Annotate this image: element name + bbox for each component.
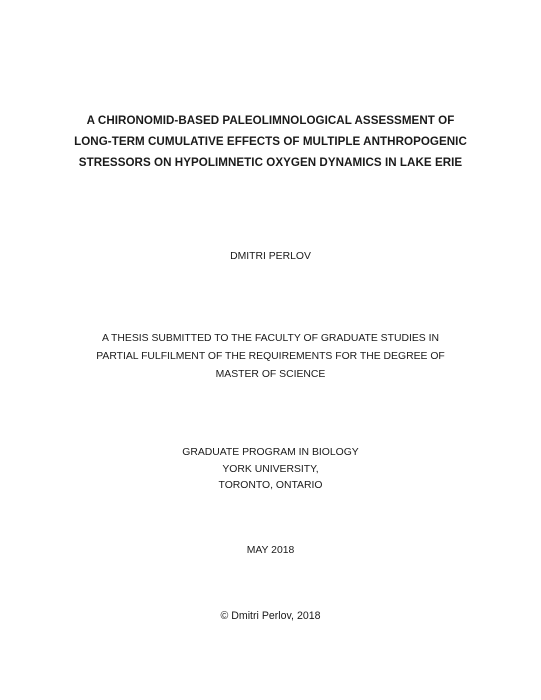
submission-date (40, 542, 501, 560)
submission-date-text: MAY 2018 (246, 545, 295, 556)
program-affiliation (40, 445, 501, 495)
thesis-title-line-3: STRESSORS ON HYPOLIMNETIC OXYGEN DYNAMICS IN LAKE ERIE (78, 156, 463, 169)
thesis-title-line-2: LONG-TERM CUMULATIVE EFFECTS OF MULTIPLE ANTHROPOGENIC (74, 135, 467, 148)
submission-line-1: A THESIS SUBMITTED TO THE FACULTY OF GRADUATE STUDIES IN (102, 333, 439, 344)
submission-line-2: PARTIAL FULFILMENT OF THE REQUIREMENTS FOR THE DEGREE OF (96, 351, 445, 362)
copyright-notice (40, 607, 501, 625)
university-name: YORK UNIVERSITY, (222, 463, 319, 475)
submission-statement (40, 330, 501, 384)
program-name: GRADUATE PROGRAM IN BIOLOGY (182, 447, 359, 458)
thesis-title-line-1: A CHIRONOMID-BASED PALEOLIMNOLOGICAL ASSESSMENT OF (86, 114, 455, 127)
author-name (40, 248, 501, 266)
thesis-title (40, 110, 501, 173)
submission-line-3: MASTER OF SCIENCE (215, 369, 326, 380)
university-location: TORONTO, ONTARIO (218, 480, 323, 491)
author-name-text: DMITRI PERLOV (230, 251, 311, 262)
copyright-text: © Dmitri Perlov, 2018 (220, 610, 321, 622)
